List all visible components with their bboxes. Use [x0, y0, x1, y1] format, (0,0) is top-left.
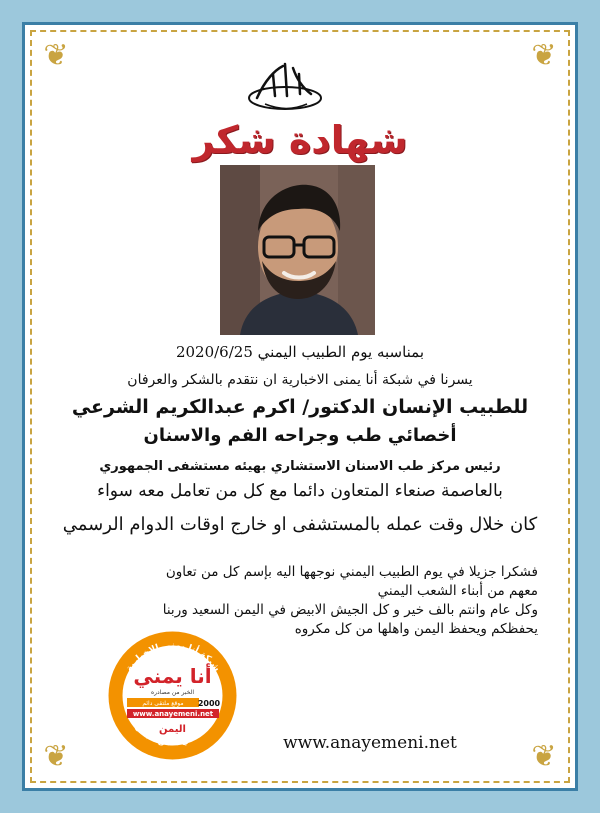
recipient-role: رئيس مركز طب الاسنان الاستشاري بهيئه مستشفى الجمهوري	[99, 459, 501, 474]
logo-tagline: الخبر من مصادره	[150, 689, 195, 696]
recipient-specialty: أخصائي طب وجراحه الفم والاسنان	[143, 425, 457, 446]
doctor-photo	[220, 165, 375, 335]
intro-line: يسرنا في شبكة أنا يمنى الاخبارية ان نتقدم بالشكر والعرفان	[127, 372, 473, 388]
logo-brand: أنا يمني	[133, 664, 212, 688]
body-line-1: بالعاصمة صنعاء المتعاون دائما مع كل من تعامل معه سواء	[97, 481, 503, 501]
corner-ornament-icon: ❦	[43, 739, 69, 774]
website-url: www.anayemeni.net	[283, 733, 457, 753]
calligraphy-emblem-icon	[245, 60, 325, 115]
logo-site-label: موقع ملتقى دائم	[142, 700, 184, 707]
logo-country: اليمن	[159, 724, 186, 735]
logo-top-arc: شبكة أنا يمني الإخبارية	[124, 640, 222, 674]
corner-ornament-icon: ❦	[531, 38, 557, 73]
recipient-name: للطبيب الإنسان الدكتور/ اكرم عبدالكريم الشرعي	[71, 396, 529, 418]
thanks-line: يحفظكم ويحفظ اليمن واهلها من كل مكروه	[294, 621, 538, 637]
corner-ornament-icon: ❦	[43, 38, 69, 73]
anayemeni-logo	[105, 628, 240, 763]
occasion-line: بمناسبه يوم الطبيب اليمني 2020/6/25	[175, 343, 425, 361]
body-line-2: كان خلال وقت عمله بالمستشفى او خارج اوقات الدوام الرسمي	[62, 514, 538, 535]
logo-bottom-arc: أمانة في أعناق الجميع	[133, 721, 213, 748]
thanks-line: معهم من أبناء الشعب اليمني	[377, 583, 538, 599]
thanks-line: فشكرا جزيلا في يوم الطبيب اليمني نوجهها اليه بإسم كل من تعاون	[165, 564, 538, 580]
logo-year: 2000	[197, 699, 221, 708]
corner-ornament-icon: ❦	[531, 739, 557, 774]
thanks-line: وكل عام وانتم بالف خير و كل الجيش الابيض في اليمن السعيد وربنا	[162, 602, 538, 618]
logo-url: www.anayemeni.net	[132, 710, 214, 718]
certificate-title: شهادة شكر	[192, 118, 408, 162]
